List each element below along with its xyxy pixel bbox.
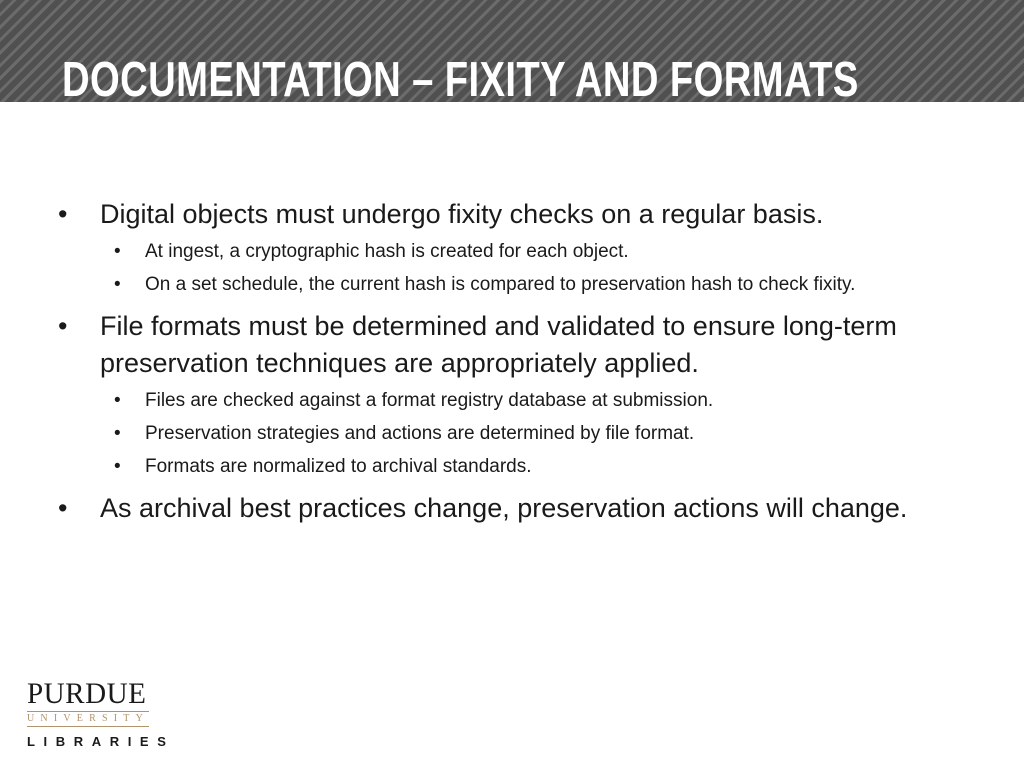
sub-bullet-item [58,420,968,447]
sub-bullet-text: Files are checked against a format registry database at submission. [145,390,714,411]
bullet-item [58,196,968,233]
purdue-libraries-logo [27,677,175,750]
sub-bullet-dot: • [114,241,121,262]
slide-title: DOCUMENTATION – FIXITY AND FORMATS [62,53,859,107]
bullet-text: Digital objects must undergo fixity checks on a regular basis. [100,199,824,229]
sub-bullet-item [58,453,968,480]
sub-bullet-dot: • [114,274,121,295]
bullet-text: As archival best practices change, preservation actions will change. [100,493,908,523]
bullet-dot: • [58,199,68,229]
logo-subtitle: UNIVERSITY [27,711,149,727]
sub-bullet-dot: • [114,390,121,411]
sub-bullet-dot: • [114,456,121,477]
logo-unit: LIBRARIES [27,734,175,749]
bullet-dot: • [58,493,68,523]
bullet-text: File formats must be determined and validated to ensure long-term preservation techniques are appropriately applied. [100,311,897,378]
sub-bullet-item [58,387,968,414]
bullet-dot: • [58,311,68,341]
sub-bullet-item [58,271,968,298]
bullet-item [58,308,968,382]
sub-bullet-dot: • [114,423,121,444]
sub-bullet-text: Formats are normalized to archival standards. [145,456,532,477]
sub-bullet-text: On a set schedule, the current hash is compared to preservation hash to check fixity. [145,274,856,295]
sub-bullet-text: Preservation strategies and actions are determined by file format. [145,423,695,444]
bullet-item [58,490,968,527]
sub-bullet-item [58,238,968,265]
logo-wordmark: PURDUE [27,677,147,710]
sub-bullet-text: At ingest, a cryptographic hash is created for each object. [145,241,629,262]
bullet-list [58,196,968,532]
